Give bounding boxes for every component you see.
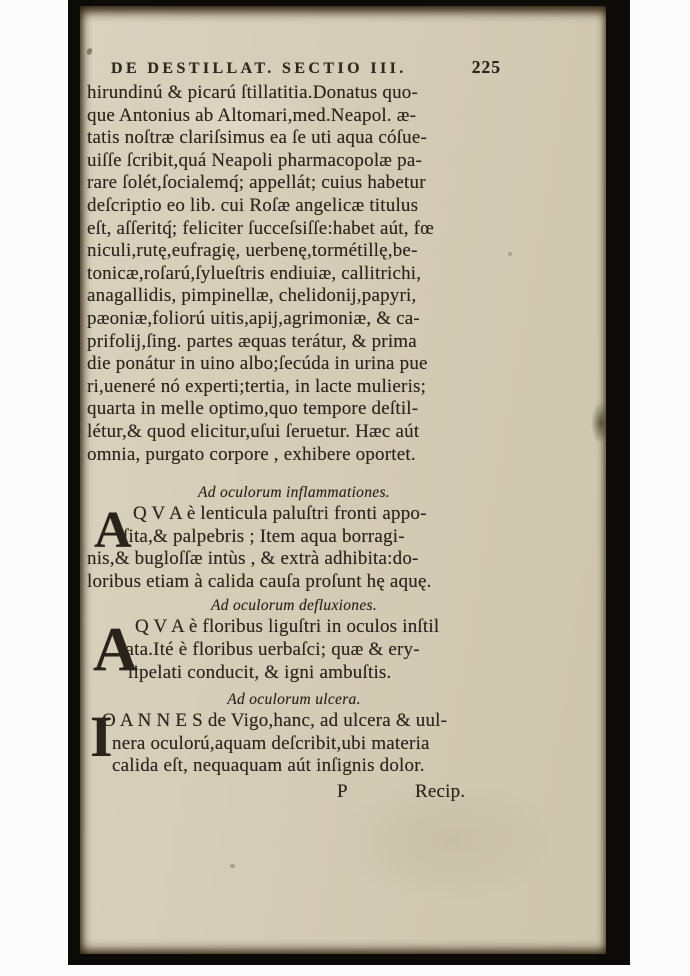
body-line: nera oculorú,aquam deſcribit,ubi materia <box>112 732 430 754</box>
body-line: nis,& bugloſſæ intùs , & extrà adhibita:do- <box>87 548 419 570</box>
body-line: calida eſt, nequaquam aút inſignis dolor. <box>112 755 425 777</box>
body-line: ſita,& palpebris ; Item aqua borragi- <box>123 525 405 547</box>
body-line: pæoniæ,foliorú uitis,apij,agrimoniæ, & ca- <box>87 307 420 329</box>
body-line: tatis noſtræ clariſsimus ea ſe uti aqua cóſue- <box>87 127 428 149</box>
paragraph-aqua-lenticula <box>87 503 501 593</box>
signature-mark: P <box>337 781 348 803</box>
paper-speck <box>230 864 235 868</box>
body-line: omnia, purgato corpore , exhibere oportet. <box>87 443 416 465</box>
page-number: 225 <box>471 57 501 77</box>
drop-cap-A: A <box>93 616 138 685</box>
body-line: O A N N E S de Vigo,hanc, ad ulcera & uul- <box>102 710 448 732</box>
paragraph-aqua-floribus <box>87 616 501 684</box>
paper-speck <box>86 47 93 55</box>
body-line: lata.Ité è floribus uerbaſci; quæ & ery- <box>120 639 420 661</box>
paper-speck <box>508 252 512 256</box>
section-heading-defluxiones: Ad oculorum defluxiones. <box>210 597 378 615</box>
drop-cap-A: A <box>94 502 132 560</box>
running-header <box>87 56 501 80</box>
book-page <box>80 6 606 954</box>
body-line: quarta in melle optimo,quo tempore deſtil- <box>87 398 419 420</box>
section-heading-inflammationes: Ad oculorum inflammationes. <box>198 484 390 502</box>
body-line: prifolij,ſing. partes æquas terátur, & prima <box>87 330 417 352</box>
body-line: anagallidis, pimpinellæ, chelidonij,papyri, <box>87 285 417 307</box>
footer-line <box>87 781 501 804</box>
body-line: Q V A è floribus liguſtri in oculos inſtil <box>135 616 440 638</box>
body-line: que Antonius ab Altomari,med.Neapol. æ- <box>87 104 417 126</box>
body-line: tonicæ,roſarú,ſylueſtris endiuiæ, callitrichi, <box>87 262 422 284</box>
body-line: ri,ueneré nó experti;tertia, in lacte mulieris; <box>87 375 427 397</box>
body-line: niculi,rutę,eufragię, uerbenę,tormétillę,be- <box>87 240 418 262</box>
body-line: loribus etiam à calida cauſa proſunt hę aquę. <box>87 570 432 592</box>
body-line: ſipelati conducit, & igni ambuſtis. <box>128 661 392 683</box>
section-heading-ulcera: Ad oculorum ulcera. <box>227 691 361 709</box>
drop-cap-I: I <box>90 704 113 770</box>
body-line: eſt, aſſeritq́; feliciter ſucceſsiſſe:habet aút, fœ <box>87 217 435 239</box>
body-line: Q V A è lenticula paluſtri fronti appo- <box>133 503 427 525</box>
scan-background <box>68 0 630 965</box>
body-line: létur,& quod elicitur,uſui ſeruetur. Hæc aút <box>87 420 420 442</box>
body-line: hirundinú & picarú ſtillatitia.Donatus quo- <box>87 82 419 103</box>
body-line: rare ſolét,ſocialemq́; appellát; cuius habetur <box>87 172 426 194</box>
body-line: die ponátur in uino albo;ſecúda in urina pue <box>87 353 428 375</box>
paragraph-ioannes-vigo <box>87 704 501 778</box>
body-line: uiſſe ſcribit,quá Neapoli pharmacopolæ pa- <box>87 149 422 171</box>
catchword: Recip. <box>415 781 466 803</box>
running-title: DE DESTILLAT. SECTIO III. <box>111 60 407 77</box>
body-line: deſcriptio eo lib. cui Roſæ angelicæ titulus <box>87 194 419 216</box>
text-block <box>87 56 501 804</box>
